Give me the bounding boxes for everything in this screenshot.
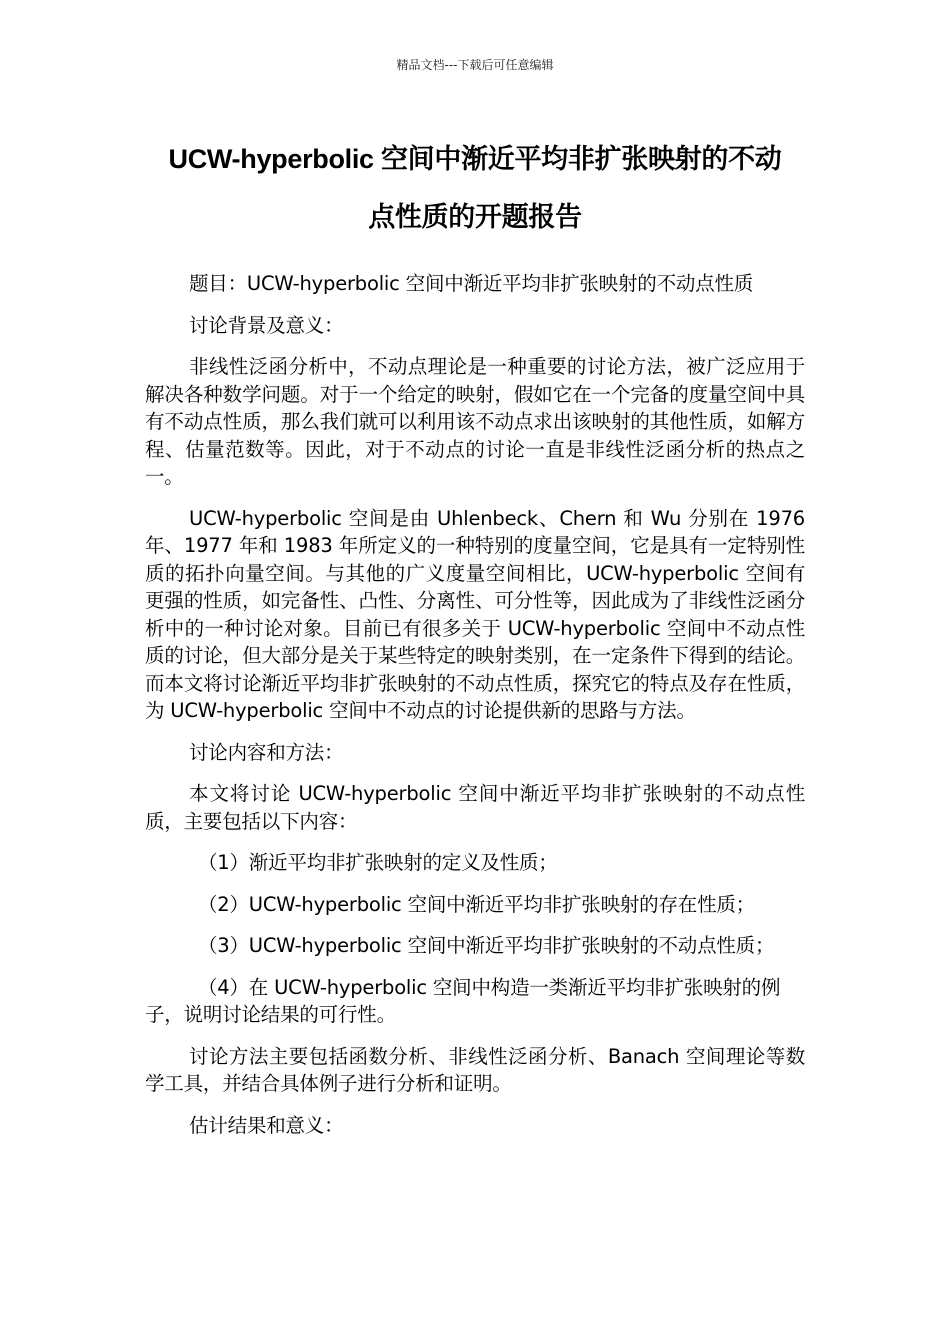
- method-paragraph: 讨论方法主要包括函数分析、非线性泛函分析、Banach 空间理论等数学工具，并结合具体例子进行分析和证明。: [145, 1044, 805, 1095]
- background-heading: 讨论背景及意义：: [189, 313, 344, 337]
- content-item-2: （2）UCW-hyperbolic 空间中渐近平均非扩张映射的存在性质；: [198, 892, 755, 916]
- content-heading: 讨论内容和方法：: [189, 740, 344, 764]
- content-intro-paragraph: 本文将讨论 UCW-hyperbolic 空间中渐近平均非扩张映射的不动点性质，主要包括以下内容：: [145, 782, 805, 833]
- page-header: 精品文档---下载后可任意编辑: [396, 58, 554, 72]
- content-item-3: （3）UCW-hyperbolic 空间中渐近平均非扩张映射的不动点性质；: [198, 934, 775, 957]
- document-title-line-2: 点性质的开题报告: [368, 202, 582, 232]
- document-title: [140, 130, 810, 246]
- document-body: [145, 270, 805, 1153]
- background-paragraph-1: 非线性泛函分析中，不动点理论是一种重要的讨论方法，被广泛应用于解决各种数学问题。对于一个给定的映射，假如它在一个完备的度量空间中具有不动点性质，那么我们就可以利用该不动点求出该映射的其他性质，如解方程、估量范数等。因此，对于不动点的讨论一直是非线性泛函分析的热点之一。: [145, 355, 805, 488]
- content-item-1: （1）渐近平均非扩张映射的定义及性质；: [198, 851, 558, 874]
- document-title-line-1: UCW-hyperbolic 空间中渐近平均非扩张映射的不动: [168, 144, 782, 174]
- results-heading: 估计结果和意义：: [189, 1113, 344, 1137]
- topic-line: 题目：UCW-hyperbolic 空间中渐近平均非扩张映射的不动点性质: [189, 272, 754, 295]
- background-paragraph-2: UCW-hyperbolic 空间是由 Uhlenbeck、Chern 和 Wu 分别在 1976 年、1977 年和 1983 年所定义的一种特别的度量空间，它是具有一定特别性质的拓扑向量空间。与其他的广义度量空间相比，UCW-hyperbolic 空间有更强的性质，如完备性、凸性、分离性、可分性等，因此成为了非线性泛函分析中的一种讨论对象。目前已有很多关于 UCW-hyperbolic 空间中不动点性质的讨论，但大部分是关于某些特定的映射类别，在一定条件下得到的结论。而本文将讨论渐近平均非扩张映射的不动点性质，探究它的特点及存在性质，为 UCW-hyperbolic 空间中不动点的讨论提供新的思路与方法。: [145, 506, 805, 722]
- content-item-4: （4）在 UCW-hyperbolic 空间中构造一类渐近平均非扩张映射的例子，说明讨论结果的可行性。: [145, 975, 781, 1026]
